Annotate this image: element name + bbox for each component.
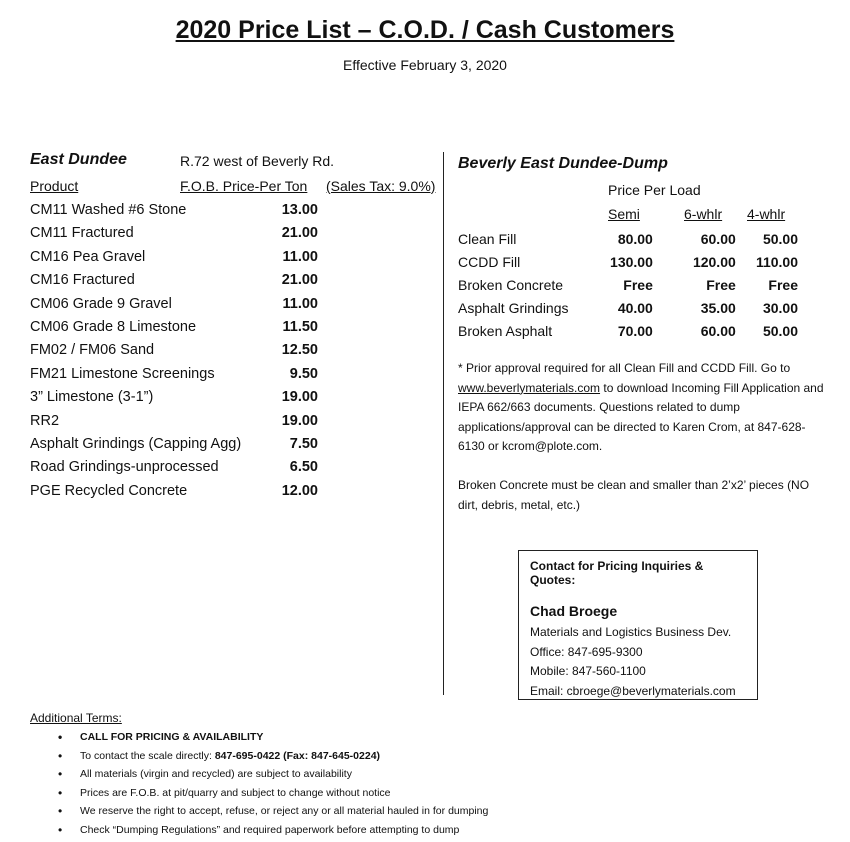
product-price: 7.50 [289, 435, 318, 452]
product-row [30, 246, 330, 269]
product-name: Road Grindings-unprocessed [30, 459, 219, 476]
contact-office: Office: 847-695-9300 [530, 644, 643, 659]
page-title: 2020 Price List – C.O.D. / Cash Customers [175, 16, 675, 44]
term-item: • Prices are F.O.B. at pit/quarry and subject to change without notice [58, 784, 488, 803]
price-column-header: F.O.B. Price-Per Ton [180, 178, 308, 194]
dump-row [458, 320, 798, 343]
contact-title: Contact for Pricing Inquiries & Quotes: [530, 559, 704, 587]
four-wheeler-column-header: 4-whlr [747, 206, 786, 222]
dump-row [458, 297, 798, 320]
dump-material: Broken Concrete [458, 276, 564, 293]
product-row [30, 363, 330, 386]
four-wheeler-price: 50.00 [762, 230, 798, 247]
product-name: CM16 Pea Gravel [30, 248, 146, 265]
product-row [30, 456, 330, 479]
product-name: PGE Recycled Concrete [30, 482, 188, 499]
product-row [30, 269, 330, 292]
product-row [30, 222, 330, 245]
product-name: CM06 Grade 9 Gravel [30, 295, 172, 312]
semi-price: 40.00 [617, 300, 653, 317]
six-wheeler-price: 60.00 [700, 323, 736, 340]
product-price: 11.00 [282, 295, 318, 312]
semi-price: 70.00 [617, 323, 653, 340]
section-divider [443, 152, 444, 695]
four-wheeler-price: Free [768, 276, 798, 293]
approval-note [458, 359, 824, 457]
product-row [30, 293, 330, 316]
contact-email: Email: cbroege@beverlymaterials.com [530, 683, 736, 698]
product-price: 19.00 [281, 412, 318, 429]
product-price: 6.50 [289, 459, 318, 476]
product-price: 19.00 [281, 389, 318, 406]
product-name: CM16 Fractured [30, 272, 135, 289]
terms-list [58, 728, 488, 840]
contact-mobile: Mobile: 847-560-1100 [530, 664, 646, 678]
dump-price-table [458, 227, 798, 343]
semi-price: Free [623, 276, 653, 293]
term-item [58, 747, 488, 766]
price-per-load-label: Price Per Load [608, 182, 701, 198]
product-price: 12.00 [281, 482, 318, 499]
term-scale-prefix: To contact the scale directly: [80, 749, 215, 762]
product-name: CM06 Grade 8 Limestone [30, 318, 197, 335]
east-dundee-heading: East Dundee [30, 151, 127, 168]
product-list [30, 199, 330, 503]
dump-row [458, 273, 798, 296]
product-row [30, 480, 330, 503]
term-item: • All materials (virgin and recycled) are subject to availability [58, 765, 488, 784]
semi-price: 80.00 [617, 230, 653, 247]
product-price: 11.00 [282, 248, 318, 265]
dump-material: Clean Fill [458, 230, 517, 247]
product-row [30, 433, 330, 456]
product-column-header: Product [30, 178, 79, 194]
broken-concrete-note: Broken Concrete must be clean and smaller than 2’x2’ pieces (NO dirt, debris, metal, etc.) [458, 478, 810, 512]
effective-date: Effective February 3, 2020 [343, 57, 507, 73]
term-item: • We reserve the right to accept, refuse, or reject any or all material hauled in for dumping [58, 802, 488, 821]
semi-price: 130.00 [610, 253, 653, 270]
product-price: 12.50 [281, 342, 318, 359]
product-name: CM11 Washed #6 Stone [30, 202, 187, 218]
product-price: 11.50 [282, 318, 318, 335]
product-name: Asphalt Grindings (Capping Agg) [30, 435, 242, 452]
product-name: CM11 Fractured [30, 225, 134, 242]
sales-tax-header: (Sales Tax: 9.0%) [326, 178, 436, 194]
term-item: • CALL FOR PRICING & AVAILABILITY [58, 728, 488, 747]
contact-role: Materials and Logistics Business Dev. [530, 625, 732, 639]
four-wheeler-price: 50.00 [762, 323, 798, 340]
product-row [30, 386, 330, 409]
product-name: 3” Limestone (3-1”) [30, 389, 154, 406]
dump-material: Broken Asphalt [458, 323, 553, 340]
dump-heading: Beverly East Dundee-Dump [458, 155, 668, 172]
term-item: • Check “Dumping Regulations” and required paperwork before attempting to dump [58, 821, 488, 840]
six-wheeler-price: 60.00 [700, 230, 736, 247]
four-wheeler-price: 110.00 [755, 253, 798, 270]
approval-note-prefix: * Prior approval required for all Clean Fill and CCDD Fill. Go to [458, 361, 791, 375]
term-scale-phone: 847-695-0422 (Fax: 847-645-0224) [214, 749, 381, 762]
semi-column-header: Semi [608, 206, 640, 222]
product-name: FM02 / FM06 Sand [30, 342, 155, 359]
product-price: 21.00 [281, 225, 318, 242]
product-row [30, 199, 330, 222]
product-price: 21.00 [281, 272, 318, 289]
four-wheeler-price: 30.00 [762, 300, 798, 317]
product-name: FM21 Limestone Screenings [30, 365, 215, 382]
dump-row [458, 250, 798, 273]
product-row [30, 339, 330, 362]
dump-material: Asphalt Grindings [458, 300, 569, 317]
east-dundee-location: R.72 west of Beverly Rd. [180, 153, 335, 169]
six-wheeler-price: Free [706, 276, 736, 293]
approval-note-suffix: to download Incoming Fill Application and IEPA 662/663 documents. Questions related to dump applications/approval can be directed to Karen Crom, at 847-628-6130 or kcrom@plote.com. [458, 380, 824, 453]
product-price: 9.50 [289, 365, 318, 382]
six-wheeler-price: 35.00 [700, 300, 736, 317]
product-price: 13.00 [281, 202, 318, 218]
dump-row [458, 227, 798, 250]
dump-material: CCDD Fill [458, 253, 521, 270]
six-wheeler-column-header: 6-whlr [684, 206, 723, 222]
product-name: RR2 [30, 412, 60, 429]
additional-terms-title: Additional Terms: [30, 711, 122, 725]
six-wheeler-price: 120.00 [692, 253, 736, 270]
website-link[interactable]: www.beverlymaterials.com [458, 380, 601, 395]
contact-name: Chad Broege [530, 603, 618, 619]
product-row [30, 316, 330, 339]
contact-box [518, 550, 758, 700]
product-row [30, 410, 330, 433]
